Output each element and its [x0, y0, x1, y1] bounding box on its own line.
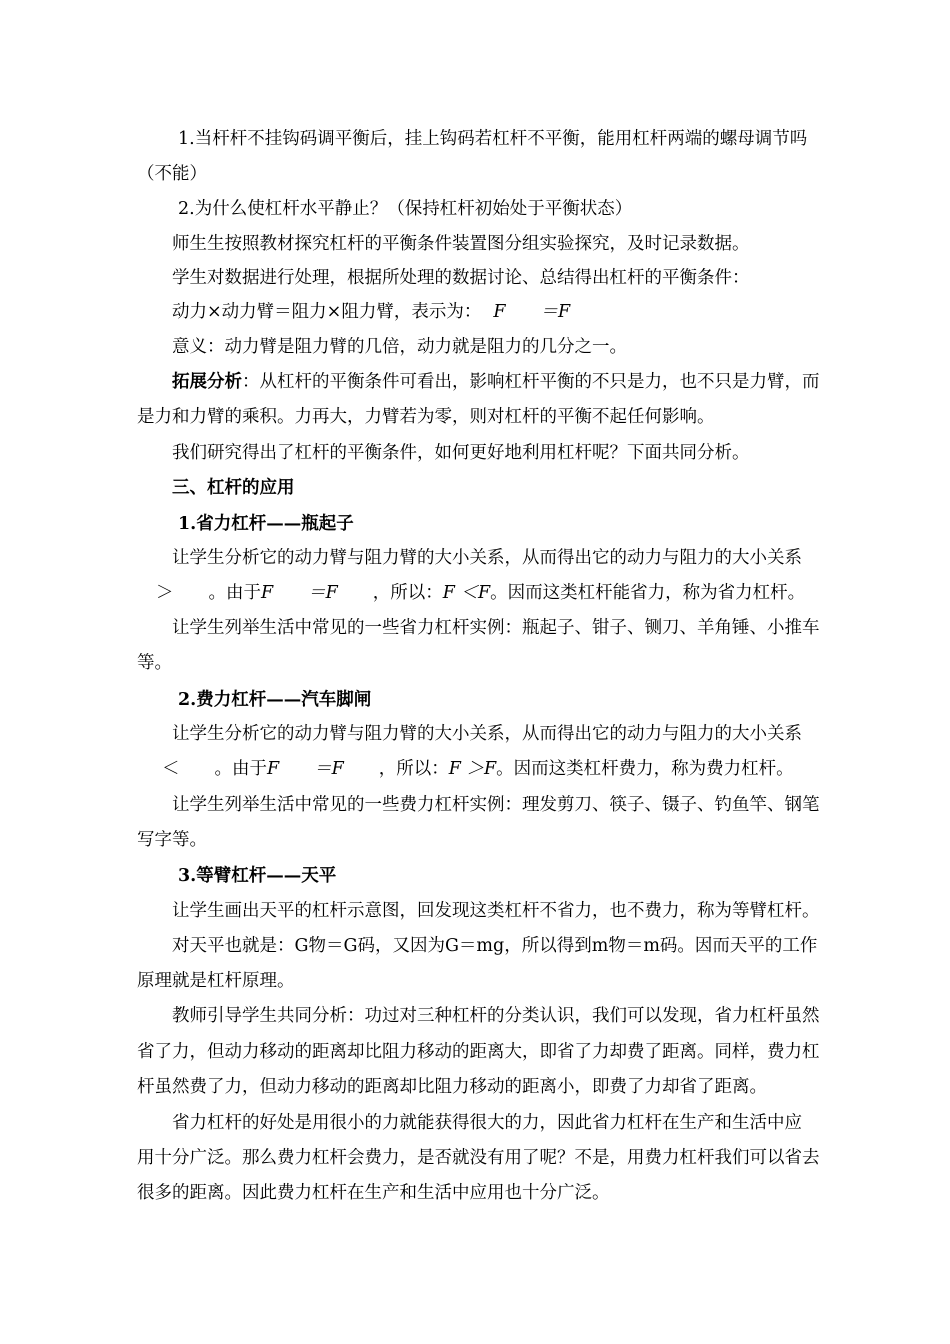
paragraph-line: 杆虽然费了力，但动力移动的距离却比阻力移动的距离小，即费了力却省了距离。 — [137, 1077, 767, 1097]
paragraph-line: 省了力，但动力移动的距离却比阻力移动的距离大，即省了力却费了距离。同样，费力杠 — [137, 1042, 820, 1062]
formula: F ＝F — [267, 759, 379, 779]
extension-analysis-label: 拓展分析 — [172, 372, 242, 392]
formula-line — [172, 300, 570, 324]
paragraph-line: 师生生按照教材探究杠杆的平衡条件装置图分组实验探究，及时记录数据。 — [172, 234, 750, 254]
paragraph-line — [172, 370, 820, 394]
paragraph-line: 我们研究得出了杠杆的平衡条件，如何更好地利用杠杆呢？下面共同分析。 — [172, 443, 750, 463]
paragraph-line: 省力杠杆的好处是用很小的力就能获得很大的力，因此省力杠杆在生产和生活中应 — [172, 1113, 802, 1133]
subsection-heading: 1.省力杠杆——瓶起子 — [178, 514, 354, 534]
paragraph-line: 让学生列举生活中常见的一些省力杠杆实例：瓶起子、钳子、铡刀、羊角锤、小推车 — [172, 618, 820, 638]
paragraph-line: 等。 — [137, 653, 172, 673]
formula: F ＝F — [261, 583, 373, 603]
section-heading: 三、杠杆的应用 — [172, 478, 295, 498]
paragraph-line: （不能） — [137, 164, 207, 184]
paragraph-line: 2.为什么使杠杆水平静止？（保持杠杆初始处于平衡状态） — [178, 199, 633, 219]
subsection-heading: 3.等臂杠杆——天平 — [178, 866, 337, 886]
paragraph-line: 让学生画出天平的杠杆示意图，回发现这类杠杆不省力，也不费力，称为等臂杠杆。 — [172, 901, 820, 921]
formula: F ＜F — [442, 583, 491, 603]
relation-text: ，所以： — [372, 583, 443, 603]
paragraph-line: 教师引导学生共同分析：功过对三种杠杆的分类认识，我们可以发现，省力杠杆虽然 — [172, 1006, 820, 1026]
paragraph-line: 学生对数据进行处理，根据所处理的数据讨论、总结得出杠杆的平衡条件： — [172, 268, 750, 288]
paragraph-line: 写字等。 — [137, 830, 207, 850]
paragraph-line: 是力和力臂的乘积。力再大，力臂若为零，则对杠杆的平衡不起任何影响。 — [137, 407, 715, 427]
paragraph-line: 让学生列举生活中常见的一些费力杠杆实例：理发剪刀、筷子、镊子、钓鱼竿、钢笔 — [172, 795, 820, 815]
relation-text: ＜ 。由于 — [162, 759, 267, 779]
paragraph-line: 让学生分析它的动力臂与阻力臂的大小关系，从而得出它的动力与阻力的大小关系 — [172, 724, 802, 744]
paragraph-line — [156, 581, 805, 605]
paragraph-line — [162, 757, 794, 781]
relation-text: 。因而这类杠杆能省力，称为省力杠杆。 — [490, 583, 806, 603]
paragraph-line: 对天平也就是：G物＝G码，又因为G＝mg，所以得到m物＝m码。因而天平的工作 — [172, 936, 818, 956]
balance-formula: F ＝F — [493, 302, 571, 322]
paragraph-line: 用十分广泛。那么费力杠杆会费力，是否就没有用了呢？不是，用费力杠杆我们可以省去 — [137, 1148, 820, 1168]
paragraph-line: 让学生分析它的动力臂与阻力臂的大小关系，从而得出它的动力与阻力的大小关系 — [172, 548, 802, 568]
formula-text: 动力×动力臂＝阻力×阻力臂，表示为： — [172, 302, 482, 322]
formula: F ＞F — [448, 759, 497, 779]
extension-analysis-text: ：从杠杆的平衡条件可看出，影响杠杆平衡的不只是力，也不只是力臂，而 — [242, 372, 820, 392]
relation-text: ，所以： — [378, 759, 449, 779]
paragraph-line: 1.当杆杆不挂钩码调平衡后，挂上钩码若杠杆不平衡，能用杠杆两端的螺母调节吗 — [178, 129, 808, 149]
relation-text: ＞ 。由于 — [156, 583, 261, 603]
paragraph-line: 很多的距离。因此费力杠杆在生产和生活中应用也十分广泛。 — [137, 1183, 610, 1203]
subsection-heading: 2.费力杠杆——汽车脚闸 — [178, 690, 372, 710]
relation-text: 。因而这类杠杆费力，称为费力杠杆。 — [496, 759, 794, 779]
paragraph-line: 意义：动力臂是阻力臂的几倍，动力就是阻力的几分之一。 — [172, 337, 627, 357]
paragraph-line: 原理就是杠杆原理。 — [137, 971, 295, 991]
